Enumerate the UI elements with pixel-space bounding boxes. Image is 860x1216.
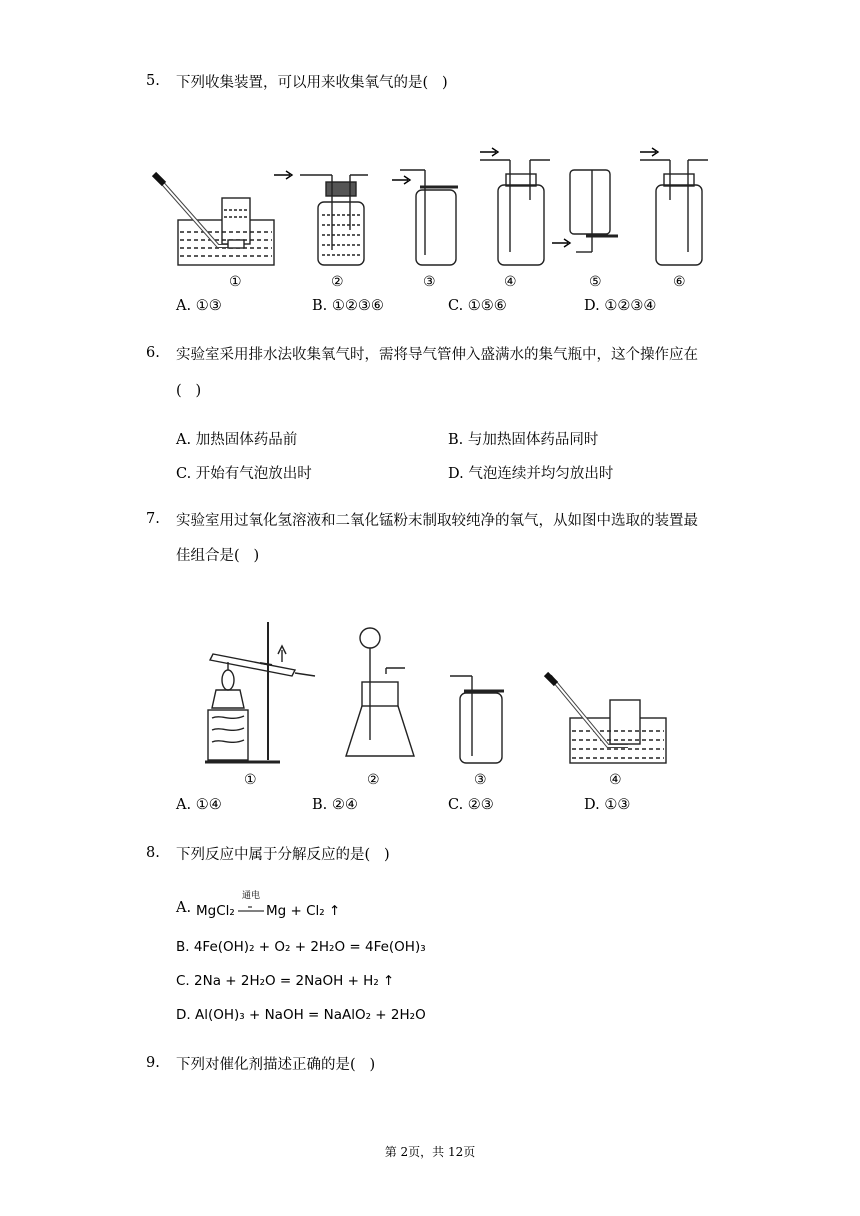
q6-option-a[interactable]: A. 加热固体药品前 bbox=[176, 432, 298, 448]
q7-number: 7. bbox=[146, 511, 160, 527]
q5-number: 5. bbox=[146, 73, 160, 89]
q8-stem: 下列反应中属于分解反应的是( ) bbox=[176, 847, 390, 863]
q9-stem: 下列对催化剂描述正确的是( ) bbox=[176, 1057, 376, 1073]
q7-apparatus-figure bbox=[200, 618, 680, 768]
q5-label-4: ④ bbox=[504, 274, 517, 290]
q5-label-1: ① bbox=[229, 274, 242, 290]
q7-stem-line2: 佳组合是( ) bbox=[176, 548, 260, 564]
q7-option-a[interactable]: A. ①④ bbox=[176, 797, 222, 813]
q7-option-d[interactable]: D. ①③ bbox=[584, 797, 631, 813]
q5-option-a[interactable]: A. ①③ bbox=[176, 298, 222, 314]
q8-option-a-reactant: MgCl₂ bbox=[196, 903, 235, 919]
q7-stem-line1: 实验室用过氧化氢溶液和二氧化锰粉末制取较纯净的氧气，从如图中选取的装置最 bbox=[176, 513, 698, 529]
q8-number: 8. bbox=[146, 845, 160, 861]
q9-number: 9. bbox=[146, 1055, 160, 1071]
q8-reaction-arrow bbox=[238, 906, 268, 916]
q8-option-c[interactable]: C. 2Na + 2H₂O = 2NaOH + H₂ ↑ bbox=[176, 973, 395, 989]
q6-stem-line2: ( ) bbox=[176, 383, 202, 399]
q5-label-6: ⑥ bbox=[673, 274, 686, 290]
q7-label-1: ① bbox=[244, 772, 257, 788]
q8-option-b[interactable]: B. 4Fe(OH)₂ + O₂ + 2H₂O = 4Fe(OH)₃ bbox=[176, 939, 426, 955]
q7-label-3: ③ bbox=[474, 772, 487, 788]
q5-apparatus-figure bbox=[140, 140, 740, 270]
q6-stem-line1: 实验室采用排水法收集氧气时，需将导气管伸入盛满水的集气瓶中，这个操作应在 bbox=[176, 347, 698, 363]
page-footer: 第 2页，共 12页 bbox=[384, 1145, 476, 1159]
q8-condition-label: 通电 bbox=[242, 891, 261, 901]
q5-option-d[interactable]: D. ①②③④ bbox=[584, 298, 657, 314]
q5-stem: 下列收集装置，可以用来收集氧气的是( ) bbox=[176, 75, 448, 91]
q7-option-c[interactable]: C. ②③ bbox=[448, 797, 494, 813]
q6-option-d[interactable]: D. 气泡连续并均匀放出时 bbox=[448, 466, 614, 482]
q6-number: 6. bbox=[146, 345, 160, 361]
q7-label-2: ② bbox=[367, 772, 380, 788]
q5-label-5: ⑤ bbox=[589, 274, 602, 290]
q5-label-3: ③ bbox=[423, 274, 436, 290]
q5-option-c[interactable]: C. ①⑤⑥ bbox=[448, 298, 507, 314]
q8-option-a-prefix[interactable]: A. bbox=[176, 900, 192, 916]
q5-label-2: ② bbox=[331, 274, 344, 290]
q8-option-a-products: Mg + Cl₂ ↑ bbox=[266, 903, 341, 919]
q7-option-b[interactable]: B. ②④ bbox=[312, 797, 358, 813]
q8-option-d[interactable]: D. Al(OH)₃ + NaOH = NaAlO₂ + 2H₂O bbox=[176, 1007, 426, 1023]
q6-option-c[interactable]: C. 开始有气泡放出时 bbox=[176, 466, 312, 482]
q7-label-4: ④ bbox=[609, 772, 622, 788]
q5-option-b[interactable]: B. ①②③⑥ bbox=[312, 298, 384, 314]
q6-option-b[interactable]: B. 与加热固体药品同时 bbox=[448, 432, 599, 448]
